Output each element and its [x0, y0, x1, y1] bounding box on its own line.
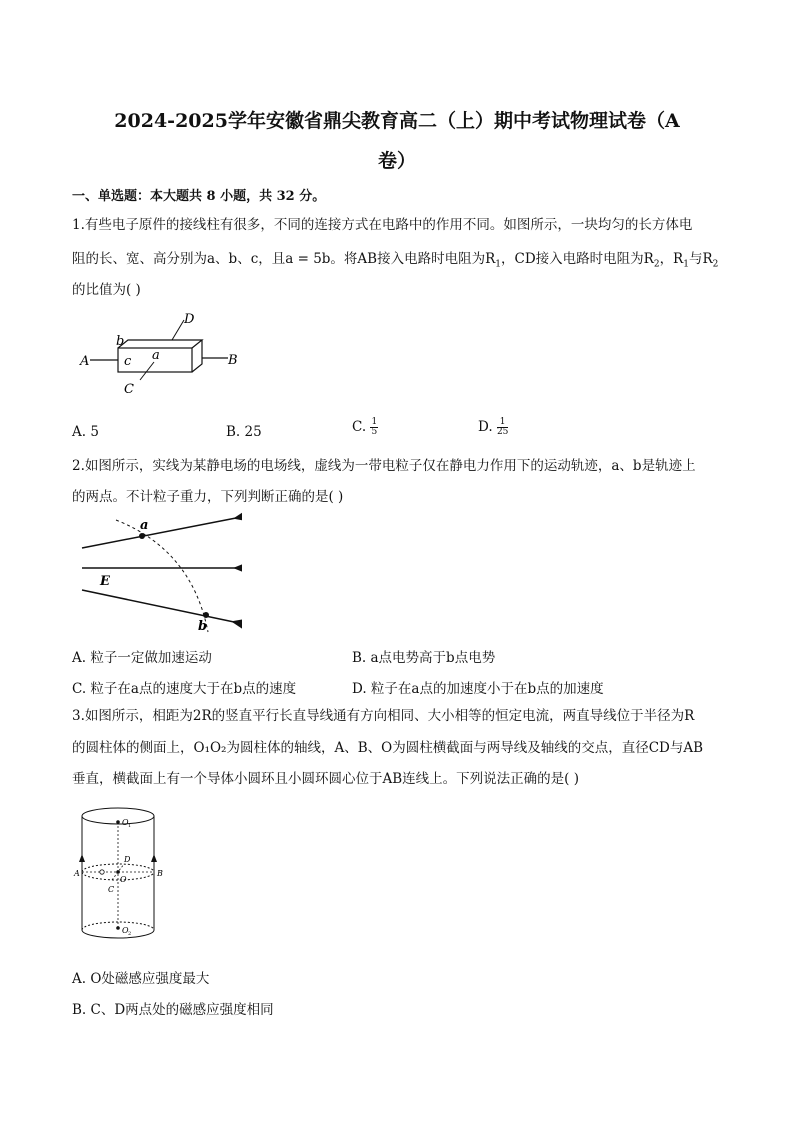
q1-resistor-figure — [72, 308, 252, 408]
q1-option-d[interactable] — [478, 418, 508, 437]
q2-field-figure — [72, 510, 242, 634]
q3-label-O2: O — [122, 926, 129, 935]
q1-line2-with: 与R — [688, 251, 713, 267]
q3-line1: 3.如图所示，相距为2R的竖直平行长直导线通有方向相同、大小相等的恒定电流，两直导线位于半径为R — [72, 708, 695, 724]
q2-line2: 的两点。不计粒子重力，下列判断正确的是( ) — [72, 489, 344, 505]
q1-option-d-fraction — [497, 418, 508, 437]
q2-option-c[interactable]: C. 粒子在a点的速度大于在b点的速度 — [72, 681, 297, 697]
q3-option-b[interactable]: B. C、D两点处的磁感应强度相同 — [72, 1002, 274, 1018]
q1-line1: 1.有些电子原件的接线柱有很多，不同的连接方式在电路中的作用不同。如图所示，一块均匀的长方体电 — [72, 217, 693, 233]
q2-line1: 2.如图所示，实线为某静电场的电场线，虚线为一带电粒子仅在静电力作用下的运动轨迹，a、b是轨迹上 — [72, 458, 696, 474]
q1-option-d-num: 1 — [497, 418, 508, 428]
q3-label-O1-sub: 1 — [128, 823, 132, 829]
q1-sub1b: 1 — [683, 259, 689, 270]
q1-option-a[interactable] — [72, 424, 99, 440]
exam-title-line2: 卷） — [377, 150, 416, 172]
q3-line3: 垂直，横截面上有一个导体小圆环且小圆环圆心位于AB连线上。下列说法正确的是( ) — [72, 771, 579, 787]
q1-line2-ratio: ，R — [659, 251, 684, 267]
q1-option-c[interactable] — [352, 418, 378, 437]
q3-label-O1: O — [122, 818, 129, 827]
section-heading: 一、单选题：本大题共 8 小题，共 32 分。 — [72, 189, 326, 204]
exam-title-line1: 2024-2025学年安徽省鼎尖教育高二（上）期中考试物理试卷（A — [114, 110, 680, 132]
q3-label-A: A — [74, 869, 80, 878]
q1-label-b: b — [116, 334, 125, 349]
q3-label-O2-sub: 2 — [128, 931, 132, 937]
q3-label-B: B — [157, 869, 163, 878]
q3-label-D: D — [124, 855, 131, 864]
q1-label-A: A — [80, 354, 90, 369]
q1-sub2b: 2 — [712, 259, 719, 270]
q1-option-b[interactable] — [226, 424, 262, 440]
q3-label-C: C — [108, 885, 115, 894]
q1-label-a: a — [152, 348, 160, 363]
q1-label-D: D — [184, 312, 195, 327]
q1-sub2: 2 — [653, 259, 660, 270]
q1-line2 — [72, 250, 718, 274]
q1-option-d-den: 25 — [496, 427, 509, 437]
q1-line2-vars: a、b、c，且a = 5b。将AB接入电路时电阻为R — [207, 251, 496, 267]
q1-option-c-fraction — [370, 418, 378, 437]
q1-option-b-letter: B. — [226, 424, 241, 440]
q1-option-c-num: 1 — [371, 417, 378, 427]
q1-option-c-letter: C. — [352, 419, 367, 435]
q1-option-a-value: 5 — [90, 424, 99, 440]
q3-line2: 的圆柱体的侧面上，O₁O₂为圆柱体的轴线，A、B、O为圆柱横截面与两导线及轴线的交点，直径CD与AB — [72, 740, 704, 756]
q1-option-b-value: 25 — [244, 424, 262, 440]
q1-label-c: c — [124, 354, 132, 369]
q1-line2-text: 阻的长、宽、高分别为 — [72, 251, 207, 267]
q2-option-a[interactable]: A. 粒子一定做加速运动 — [72, 650, 212, 666]
q3-label-O: O — [120, 875, 127, 884]
q1-option-c-den: 5 — [371, 427, 378, 437]
q1-option-a-letter: A. — [72, 424, 87, 440]
q1-label-C: C — [124, 382, 134, 397]
q2-label-E: E — [100, 574, 110, 589]
q1-option-d-letter: D. — [478, 419, 493, 435]
q2-option-b[interactable]: B. a点电势高于b点电势 — [352, 650, 496, 666]
q2-option-d[interactable]: D. 粒子在a点的加速度小于在b点的加速度 — [352, 681, 604, 697]
q1-label-B: B — [228, 353, 238, 368]
q1-line3: 的比值为( ) — [72, 282, 141, 298]
q3-cylinder-figure — [72, 800, 172, 950]
q1-line2-cd: ，CD接入电路时电阻为R — [501, 251, 654, 267]
q3-option-a[interactable]: A. O处磁感应强度最大 — [72, 971, 210, 987]
q1-sub1: 1 — [495, 259, 501, 270]
q2-label-a: a — [140, 518, 149, 533]
q2-label-b: b — [198, 619, 208, 634]
